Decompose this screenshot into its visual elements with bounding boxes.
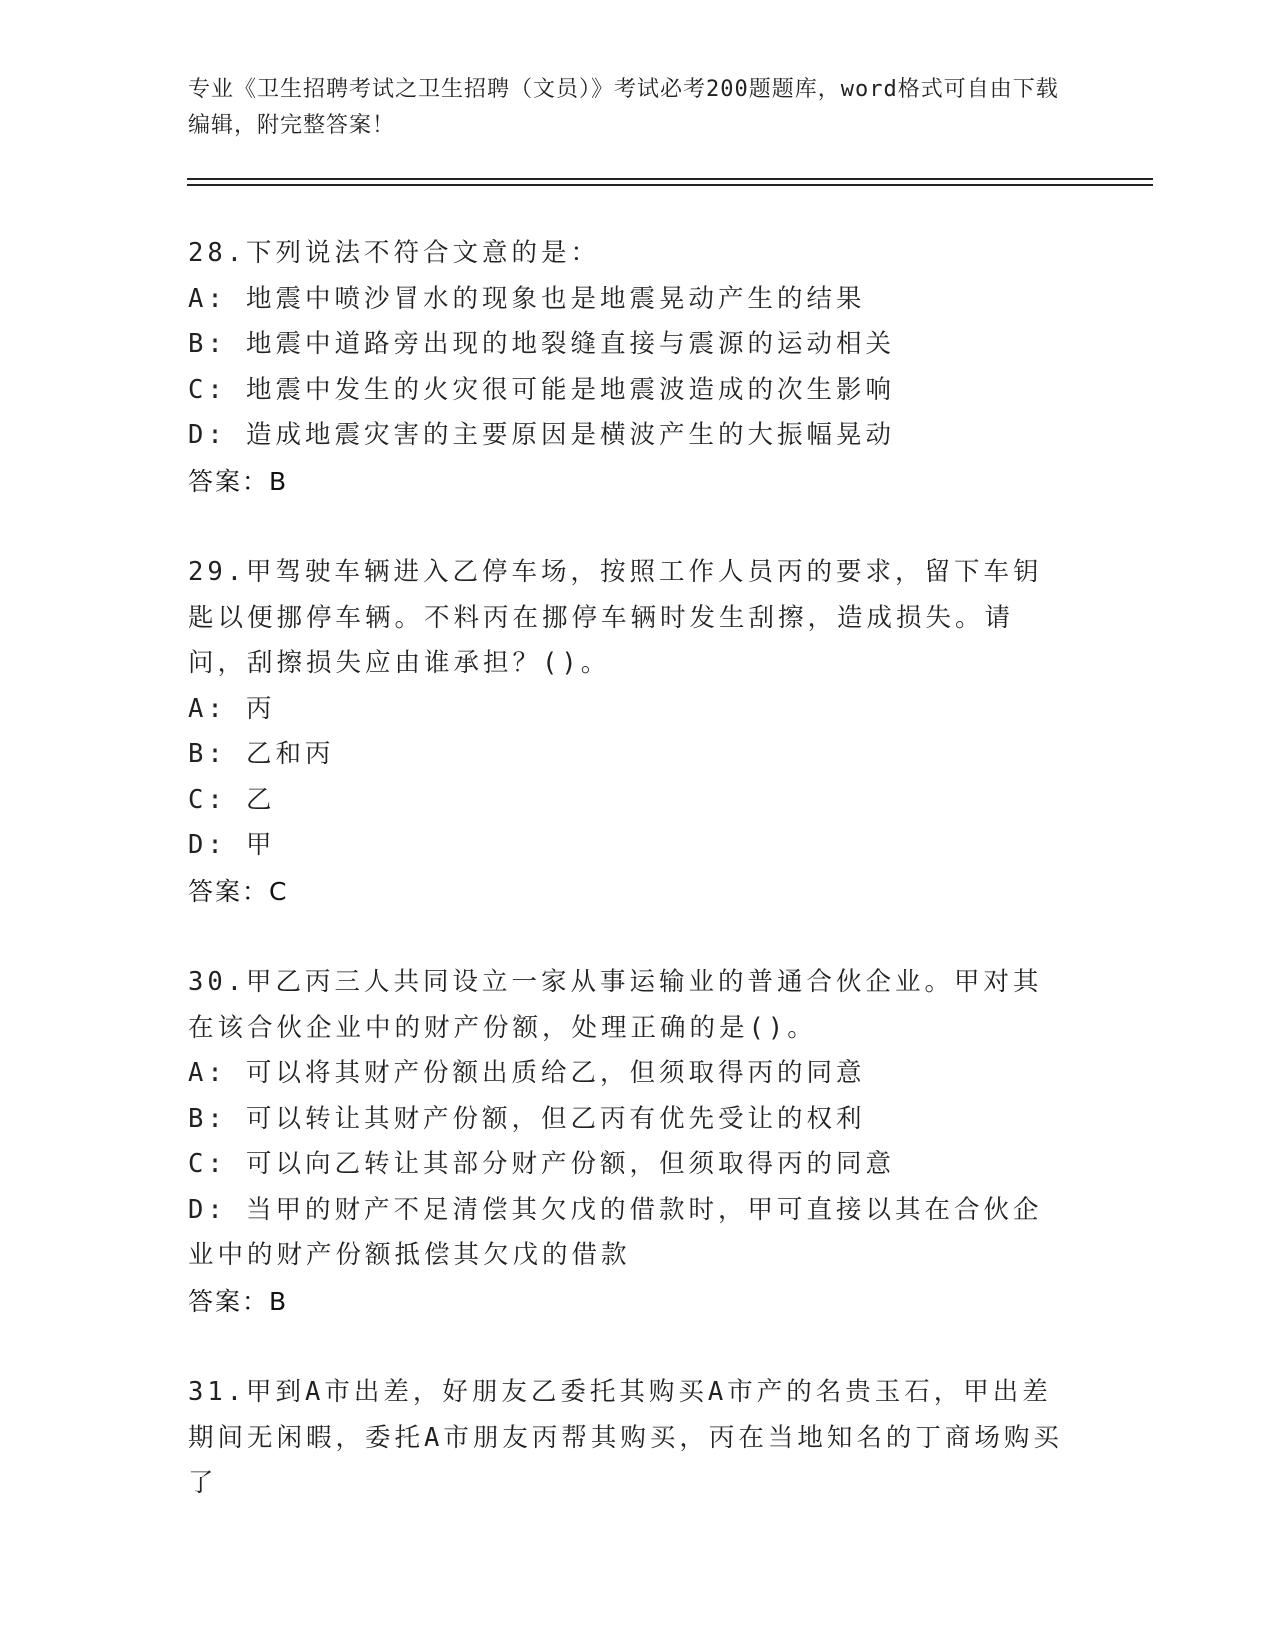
answer-line: 答案：C bbox=[188, 876, 289, 906]
question-30 bbox=[188, 960, 1088, 1324]
option-c: C: 乙 bbox=[188, 784, 276, 815]
answer-line: 答案：B bbox=[188, 1286, 289, 1316]
option-b: B: 地震中道路旁出现的地裂缝直接与震源的运动相关 bbox=[188, 329, 896, 359]
option-a: A: 丙 bbox=[188, 693, 276, 724]
question-list bbox=[188, 231, 1088, 1553]
option-d: D: 当甲的财产不足清偿其欠戊的借款时，甲可直接以其在合伙企业中的财产份额抵偿其欠戊的借款 bbox=[188, 1194, 1043, 1270]
document-header: 专业《卫生招聘考试之卫生招聘（文员）》考试必考200题题库，word格式可自由下载编辑，附完整答案！ bbox=[188, 77, 1059, 138]
option-d: D: 造成地震灾害的主要原因是横波产生的大振幅晃动 bbox=[188, 420, 896, 450]
question-28 bbox=[188, 231, 1088, 504]
question-stem: 28.下列说法不符合文意的是： bbox=[188, 238, 601, 268]
option-c: C: 地震中发生的火灾很可能是地震波造成的次生影响 bbox=[188, 374, 896, 405]
question-29 bbox=[188, 550, 1088, 914]
question-stem: 31.甲到A市出差，好朋友乙委托其购买A市产的名贵玉石，甲出差期间无闲暇，委托A市朋友丙帮其购买，丙在当地知名的丁商场购买了 bbox=[188, 1377, 1063, 1498]
header-divider-top bbox=[187, 178, 1153, 180]
option-b: B: 乙和丙 bbox=[188, 739, 335, 769]
option-c: C: 可以向乙转让其部分财产份额，但须取得丙的同意 bbox=[188, 1149, 896, 1179]
option-a: A: 可以将其财产份额出质给乙，但须取得丙的同意 bbox=[188, 1058, 866, 1088]
question-stem: 29.甲驾驶车辆进入乙停车场，按照工作人员丙的要求，留下车钥匙以便挪停车辆。不料丙在挪停车辆时发生刮擦，造成损失。请问，刮擦损失应由谁承担？()。 bbox=[188, 557, 1043, 678]
answer-line: 答案：B bbox=[188, 466, 289, 496]
question-31 bbox=[188, 1370, 1088, 1507]
option-b: B: 可以转让其财产份额，但乙丙有优先受让的权利 bbox=[188, 1103, 866, 1134]
option-d: D: 甲 bbox=[188, 830, 276, 860]
question-stem: 30.甲乙丙三人共同设立一家从事运输业的普通合伙企业。甲对其在该合伙企业中的财产份额，处理正确的是()。 bbox=[188, 967, 1043, 1043]
option-a: A: 地震中喷沙冒水的现象也是地震晃动产生的结果 bbox=[188, 283, 866, 314]
header-divider-bottom bbox=[187, 184, 1153, 186]
